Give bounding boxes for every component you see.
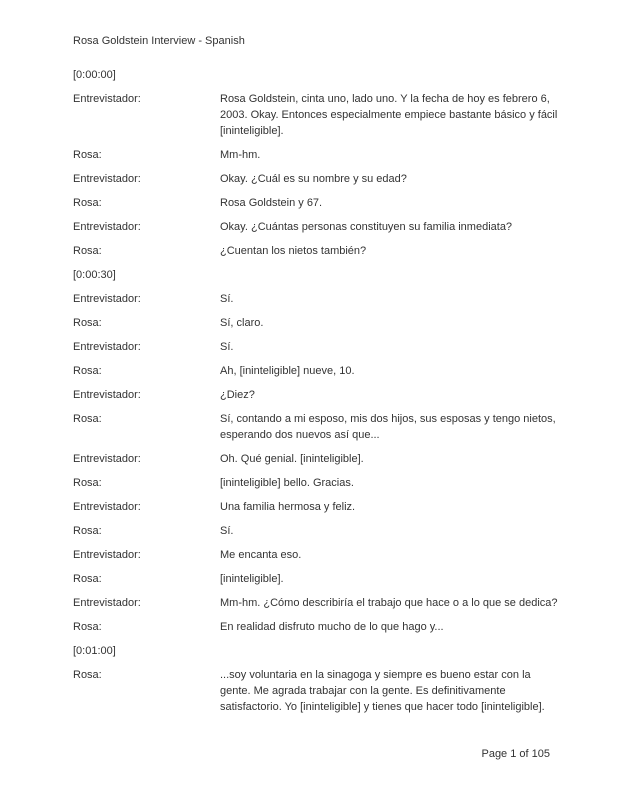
utterance-text: Rosa Goldstein, cinta uno, lado uno. Y la fecha de hoy es febrero 6, 2003. Okay. Entonces especialmente empiece bastante básico y fácil [ininteligible]. <box>220 93 558 137</box>
utterance-text: Okay. ¿Cuántas personas constituyen su familia inmediata? <box>220 221 513 233</box>
utterance-text: ...soy voluntaria en la sinagoga y siempre es bueno estar con la gente. Me agrada trabajar con la gente. Es definitivamente satisfactorio. Yo [ininteligible] y tienes que hacer todo [ininteligible]. <box>220 669 545 713</box>
speaker-label: Entrevistador: <box>73 549 141 561</box>
speaker-label: Entrevistador: <box>73 341 141 353</box>
utterance-text: Sí. <box>220 341 234 353</box>
speaker-label: Rosa: <box>73 669 102 681</box>
utterance-text: [ininteligible]. <box>220 573 284 585</box>
dialogue-row <box>73 667 561 715</box>
timestamp-label: [0:00:00] <box>73 69 116 81</box>
speaker-label: Entrevistador: <box>73 597 141 609</box>
timestamp-label: [0:01:00] <box>73 645 116 657</box>
utterance-text: Mm-hm. <box>220 149 261 161</box>
utterance-text: ¿Diez? <box>220 389 255 401</box>
dialogue-row <box>73 171 561 187</box>
page-number: Page 1 of 105 <box>481 748 550 760</box>
utterance-text: ¿Cuentan los nietos también? <box>220 245 367 257</box>
speaker-label: Rosa: <box>73 245 102 257</box>
speaker-label: Rosa: <box>73 149 102 161</box>
speaker-label: Rosa: <box>73 477 102 489</box>
dialogue-row <box>73 147 561 163</box>
transcript <box>73 67 561 723</box>
speaker-label: Entrevistador: <box>73 293 141 305</box>
utterance-text: Oh. Qué genial. [ininteligible]. <box>220 453 364 465</box>
speaker-label: Rosa: <box>73 621 102 633</box>
speaker-label: Rosa: <box>73 413 102 425</box>
utterance-text: Una familia hermosa y feliz. <box>220 501 356 513</box>
dialogue-row <box>73 363 561 379</box>
dialogue-row <box>73 339 561 355</box>
speaker-label: Entrevistador: <box>73 173 141 185</box>
dialogue-row <box>73 291 561 307</box>
dialogue-row <box>73 499 561 515</box>
dialogue-row <box>73 595 561 611</box>
timestamp-row <box>73 67 561 83</box>
utterance-text: Me encanta eso. <box>220 549 302 561</box>
utterance-text: Okay. ¿Cuál es su nombre y su edad? <box>220 173 407 185</box>
dialogue-row <box>73 571 561 587</box>
speaker-label: Rosa: <box>73 317 102 329</box>
dialogue-row <box>73 619 561 635</box>
dialogue-row <box>73 387 561 403</box>
dialogue-row <box>73 243 561 259</box>
utterance-text: Ah, [ininteligible] nueve, 10. <box>220 365 355 377</box>
speaker-label: Entrevistador: <box>73 501 141 513</box>
utterance-text: Sí, claro. <box>220 317 264 329</box>
dialogue-row <box>73 451 561 467</box>
dialogue-row <box>73 411 561 443</box>
utterance-text: En realidad disfruto mucho de lo que hago y... <box>220 621 444 633</box>
dialogue-row <box>73 219 561 235</box>
timestamp-row <box>73 267 561 283</box>
timestamp-label: [0:00:30] <box>73 269 116 281</box>
dialogue-row <box>73 315 561 331</box>
speaker-label: Entrevistador: <box>73 93 141 105</box>
speaker-label: Rosa: <box>73 365 102 377</box>
dialogue-row <box>73 195 561 211</box>
utterance-text: Mm-hm. ¿Cómo describiría el trabajo que hace o a lo que se dedica? <box>220 597 558 609</box>
speaker-label: Rosa: <box>73 573 102 585</box>
dialogue-row <box>73 547 561 563</box>
dialogue-row <box>73 523 561 539</box>
timestamp-row <box>73 643 561 659</box>
dialogue-row <box>73 475 561 491</box>
speaker-label: Rosa: <box>73 525 102 537</box>
document-title: Rosa Goldstein Interview - Spanish <box>73 35 245 47</box>
speaker-label: Entrevistador: <box>73 389 141 401</box>
utterance-text: Rosa Goldstein y 67. <box>220 197 323 209</box>
utterance-text: Sí. <box>220 293 234 305</box>
speaker-label: Rosa: <box>73 197 102 209</box>
utterance-text: Sí, contando a mi esposo, mis dos hijos, sus esposas y tengo nietos, esperando dos nuevos así que... <box>220 413 556 441</box>
speaker-label: Entrevistador: <box>73 453 141 465</box>
utterance-text: [ininteligible] bello. Gracias. <box>220 477 354 489</box>
dialogue-row <box>73 91 561 139</box>
utterance-text: Sí. <box>220 525 234 537</box>
speaker-label: Entrevistador: <box>73 221 141 233</box>
